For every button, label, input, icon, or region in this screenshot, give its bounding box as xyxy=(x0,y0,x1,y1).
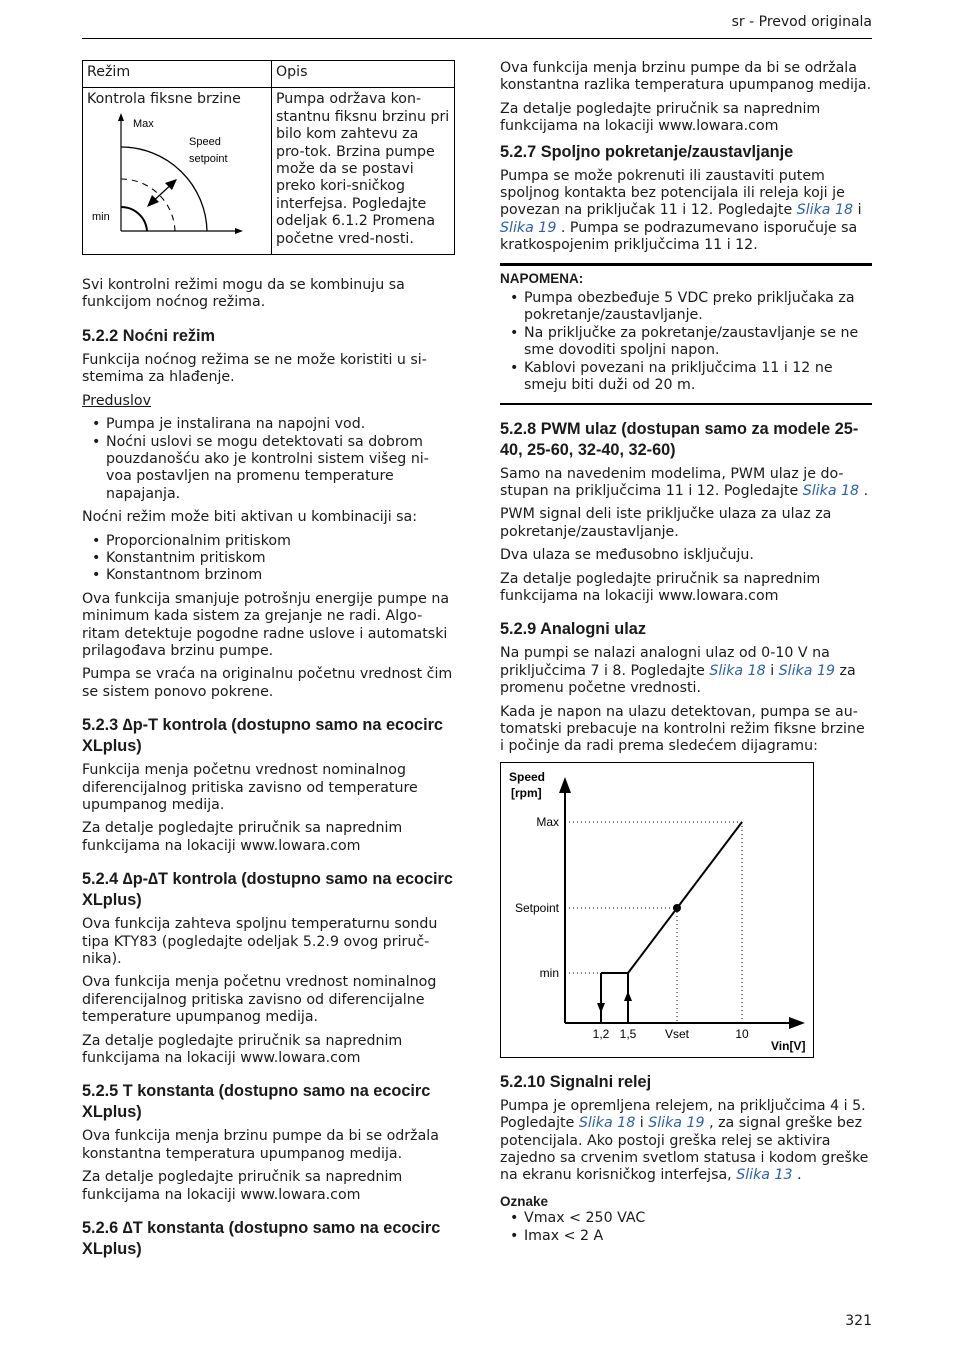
x-tick-label: 1,2 xyxy=(592,1026,610,1041)
diagram-max-label: Max xyxy=(133,117,154,130)
s528-paragraph-1 xyxy=(500,466,872,501)
table-header-description: Opis xyxy=(272,61,455,88)
y-tick-max: Max xyxy=(536,814,559,829)
note-box xyxy=(500,263,872,405)
r-paragraph-1: Ova funkcija menja brzinu pumpe da bi se održala konstantna razlika temperatura upumpanog medija. xyxy=(500,60,872,94)
list-item: • Imax < 2 A xyxy=(500,1228,872,1245)
s522-paragraph-3: Ova funkcija smanjuje potrošnju energije pumpe na minimum kada sistem za grejanje ne radi. Algo-ritam detektuje pogodne radne uslove i automatski prilagođava brzinu pumpe. xyxy=(82,590,450,659)
section-5-2-8-title: 5.2.8 PWM ulaz (dostupan samo za modele 25-40, 25-60, 32-40, 32-60) xyxy=(500,419,859,459)
fixed-speed-diagram xyxy=(87,109,259,239)
link-slika-19[interactable]: Slika 19 xyxy=(500,219,557,236)
s528-text-b: . xyxy=(859,482,869,499)
table-cell-description: Pumpa održava kon-stantnu fiksnu brzinu pri bilo kom zahtevu za pro-tok. Brzina pumpe može da se postavi preko kori-sničkog interfejsa. Pogledajte odeljak 6.1.2 Promena početne vred-nosti. xyxy=(272,88,455,255)
s528-paragraph-2: PWM signal deli iste priključke ulaza za ulaz za pokretanje/zaustavljanje. xyxy=(500,506,832,540)
speed-line xyxy=(628,822,742,973)
link-slika-18[interactable]: Slika 18 xyxy=(796,202,854,219)
section-5-2-9-title: 5.2.9 Analogni ulaz xyxy=(500,620,646,639)
s524-paragraph-1: Ova funkcija zahteva spoljnu temperaturnu sondu tipa KTY83 (pogledajte odeljak 5.2.9 ovog priruč-nika). xyxy=(82,916,438,968)
link-slika-18[interactable]: Slika 18 xyxy=(802,482,860,499)
list-item: • Kablovi povezani na priključcima 11 i 12 ne smeju biti duži od 20 m. xyxy=(500,360,872,395)
setpoint-marker xyxy=(673,904,681,912)
s522-combination-list xyxy=(82,533,454,585)
left-column xyxy=(82,60,454,1265)
conjunction: i xyxy=(765,662,779,679)
y-axis-label-1: Speed xyxy=(509,769,546,784)
list-item: • Proporcionalnim pritiskom xyxy=(82,533,454,550)
s5210-text-c: . xyxy=(792,1167,802,1184)
s524-paragraph-3: Za detalje pogledajte priručnik sa naprednim funkcijama na lokaciji www.lowara.com xyxy=(82,1032,403,1067)
link-slika-13[interactable]: Slika 13 xyxy=(736,1167,793,1184)
diagram-speed-label: Speed xyxy=(189,135,221,148)
section-5-2-4-title: 5.2.4 ∆p-∆T kontrola (dostupno samo na ecocirc XLplus) xyxy=(82,870,453,910)
mode-table xyxy=(82,60,455,255)
x-axis-arrow xyxy=(789,1017,805,1029)
conjunction: i xyxy=(853,202,862,219)
list-item: • Pumpa obezbeđuje 5 VDC preko priključaka za pokretanje/zaustavljanje. xyxy=(500,290,872,325)
section-5-2-10-title: 5.2.10 Signalni relej xyxy=(500,1072,652,1091)
s529-text-b: za promenu početne vrednosti. xyxy=(500,662,856,697)
s528-paragraph-4: Za detalje pogledajte priručnik sa naprednim funkcijama na lokaciji www.lowara.com xyxy=(500,570,821,604)
table-header-mode: Režim xyxy=(83,61,272,88)
right-column xyxy=(500,60,872,1251)
y-axis-arrow xyxy=(559,777,571,793)
x-tick-label: 1,5 xyxy=(619,1026,637,1041)
s524-paragraph-2: Ova funkcija menja početnu vrednost nominalnog diferencijalnog pritiska zavisno od diferencijalne temperature upumpanog medija. xyxy=(82,974,437,1026)
s522-paragraph-4: Pumpa se vraća na originalnu početnu vrednost čim se sistem ponovo pokrene. xyxy=(82,666,453,700)
s528-paragraph-3: Dva ulaza se međusobno isključuju. xyxy=(500,547,754,564)
s522-paragraph-1: Funkcija noćnog režima se ne može koristiti u si-stemima za hlađenje. xyxy=(82,351,427,386)
s5210-text-a: Pumpa je opremljena relejem, na priključcima 4 i 5. Pogledajte xyxy=(500,1097,866,1132)
y-tick-min: min xyxy=(539,965,559,980)
list-item: • Konstantnim pritiskom xyxy=(82,550,454,567)
section-5-2-6-title: 5.2.6 ∆T konstanta (dostupno samo na ecocirc XLplus) xyxy=(82,1219,441,1259)
y-tick-setpoint: Setpoint xyxy=(514,900,559,915)
s5210-paragraph-1 xyxy=(500,1098,872,1185)
s528-text-a: Samo na navedenim modelima, PWM ulaz je do-stupan na priključcima 11 i 12. Pogledajte xyxy=(500,465,844,499)
hysteresis-down-arrow xyxy=(597,1003,605,1013)
s522-precondition-label: Preduslov xyxy=(82,392,151,409)
hysteresis-up-arrow xyxy=(624,991,632,1001)
link-slika-19[interactable]: Slika 19 xyxy=(648,1115,705,1132)
s529-paragraph-2: Kada je napon na ulazu detektovan, pumpa se au-tomatski prebacuje na kontrolni režim fiksne brzine i počinje da radi prema sledećem dijagramu: xyxy=(500,703,865,755)
oznake-title: Oznake xyxy=(500,1193,549,1209)
x-tick-label: 10 xyxy=(735,1026,749,1041)
s529-paragraph-1 xyxy=(500,645,872,697)
note-list xyxy=(500,290,872,394)
table-cell-mode xyxy=(83,88,272,255)
section-5-2-7-title: 5.2.7 Spoljno pokretanje/zaustavljanje xyxy=(500,142,794,161)
s5210-text-b: , za signal greške bez potencijala. Ako postoji greška relej se aktivira zajedno sa crvenim svetlom statusa i kodom greške na ekranu korisničkog interfejsa, xyxy=(500,1115,869,1184)
s522-precondition-list xyxy=(82,416,454,503)
s527-text-b: . Pumpa se podrazumevano isporučuje sa kratkospojenim priključcima 11 i 12. xyxy=(500,219,858,254)
oznake-list xyxy=(500,1210,872,1245)
s522-paragraph-2: Noćni režim može biti aktivan u kombinaciji sa: xyxy=(82,509,418,526)
section-5-2-2-title: 5.2.2 Noćni režim xyxy=(82,326,216,345)
s525-paragraph-1: Ova funkcija menja brzinu pumpe da bi se održala konstantna temperatura upumpanog medija. xyxy=(82,1128,439,1162)
diagram-min-label: min xyxy=(92,210,110,223)
section-5-2-3-title: 5.2.3 ∆p-T kontrola (dostupno samo na ecocirc XLplus) xyxy=(82,716,443,756)
s527-paragraph-1 xyxy=(500,168,872,255)
list-item: • Na priključke za pokretanje/zaustavljanje se ne sme dovoditi spoljni napon. xyxy=(500,325,872,360)
link-slika-18[interactable]: Slika 18 xyxy=(578,1115,636,1132)
conjunction: i xyxy=(635,1115,649,1132)
modes-intro: Svi kontrolni režimi mogu da se kombinuju sa funkcijom noćnog režima. xyxy=(82,277,405,311)
note-title: NAPOMENA: xyxy=(500,270,584,286)
analog-input-chart xyxy=(500,762,814,1058)
list-item: • Konstantnom brzinom xyxy=(82,567,454,584)
s529-text-a: Na pumpi se nalazi analogni ulaz od 0-10 V na priključcima 7 i 8. Pogledajte xyxy=(500,645,830,679)
diagram-setpoint-label: setpoint xyxy=(189,152,228,165)
header-language: sr - Prevod originala xyxy=(731,14,872,30)
link-slika-18[interactable]: Slika 18 xyxy=(709,662,766,679)
link-slika-19[interactable]: Slika 19 xyxy=(778,662,836,679)
y-axis-label-2: [rpm] xyxy=(511,785,542,800)
analog-input-chart-svg xyxy=(501,763,813,1057)
r-paragraph-2: Za detalje pogledajte priručnik sa naprednim funkcijama na lokaciji www.lowara.com xyxy=(500,100,821,135)
s525-paragraph-2: Za detalje pogledajte priručnik sa naprednim funkcijama na lokaciji www.lowara.com xyxy=(82,1169,403,1203)
list-item: • Pumpa je instalirana na napojni vod. xyxy=(82,416,454,433)
s523-paragraph-2: Za detalje pogledajte priručnik sa naprednim funkcijama na lokaciji www.lowara.com xyxy=(82,820,403,854)
s523-paragraph-1: Funkcija menja početnu vrednost nominalnog diferencijalnog pritiska zavisno od temperature upumpanog medija. xyxy=(82,762,418,813)
x-tick-label: Vset xyxy=(664,1026,690,1041)
page-number: 321 xyxy=(845,1313,872,1329)
x-axis-label: Vin[V] xyxy=(771,1038,806,1053)
list-item: • Noćni uslovi se mogu detektovati sa dobrom pouzdanošću ako je kontrolni sistem višeg ni-voa postavljen na promenu temperature napajanja. xyxy=(82,434,454,504)
header-rule xyxy=(82,38,872,39)
mode-name: Kontrola fiksne brzine xyxy=(87,91,241,108)
list-item: • Vmax < 250 VAC xyxy=(500,1210,872,1227)
section-5-2-5-title: 5.2.5 T konstanta (dostupno samo na ecocirc XLplus) xyxy=(82,1082,431,1122)
s527-text-a: Pumpa se može pokrenuti ili zaustaviti putem spoljnog kontakta bez potencijala ili releja koji je povezan na priključak 11 i 12. Pogledajte xyxy=(500,167,845,219)
